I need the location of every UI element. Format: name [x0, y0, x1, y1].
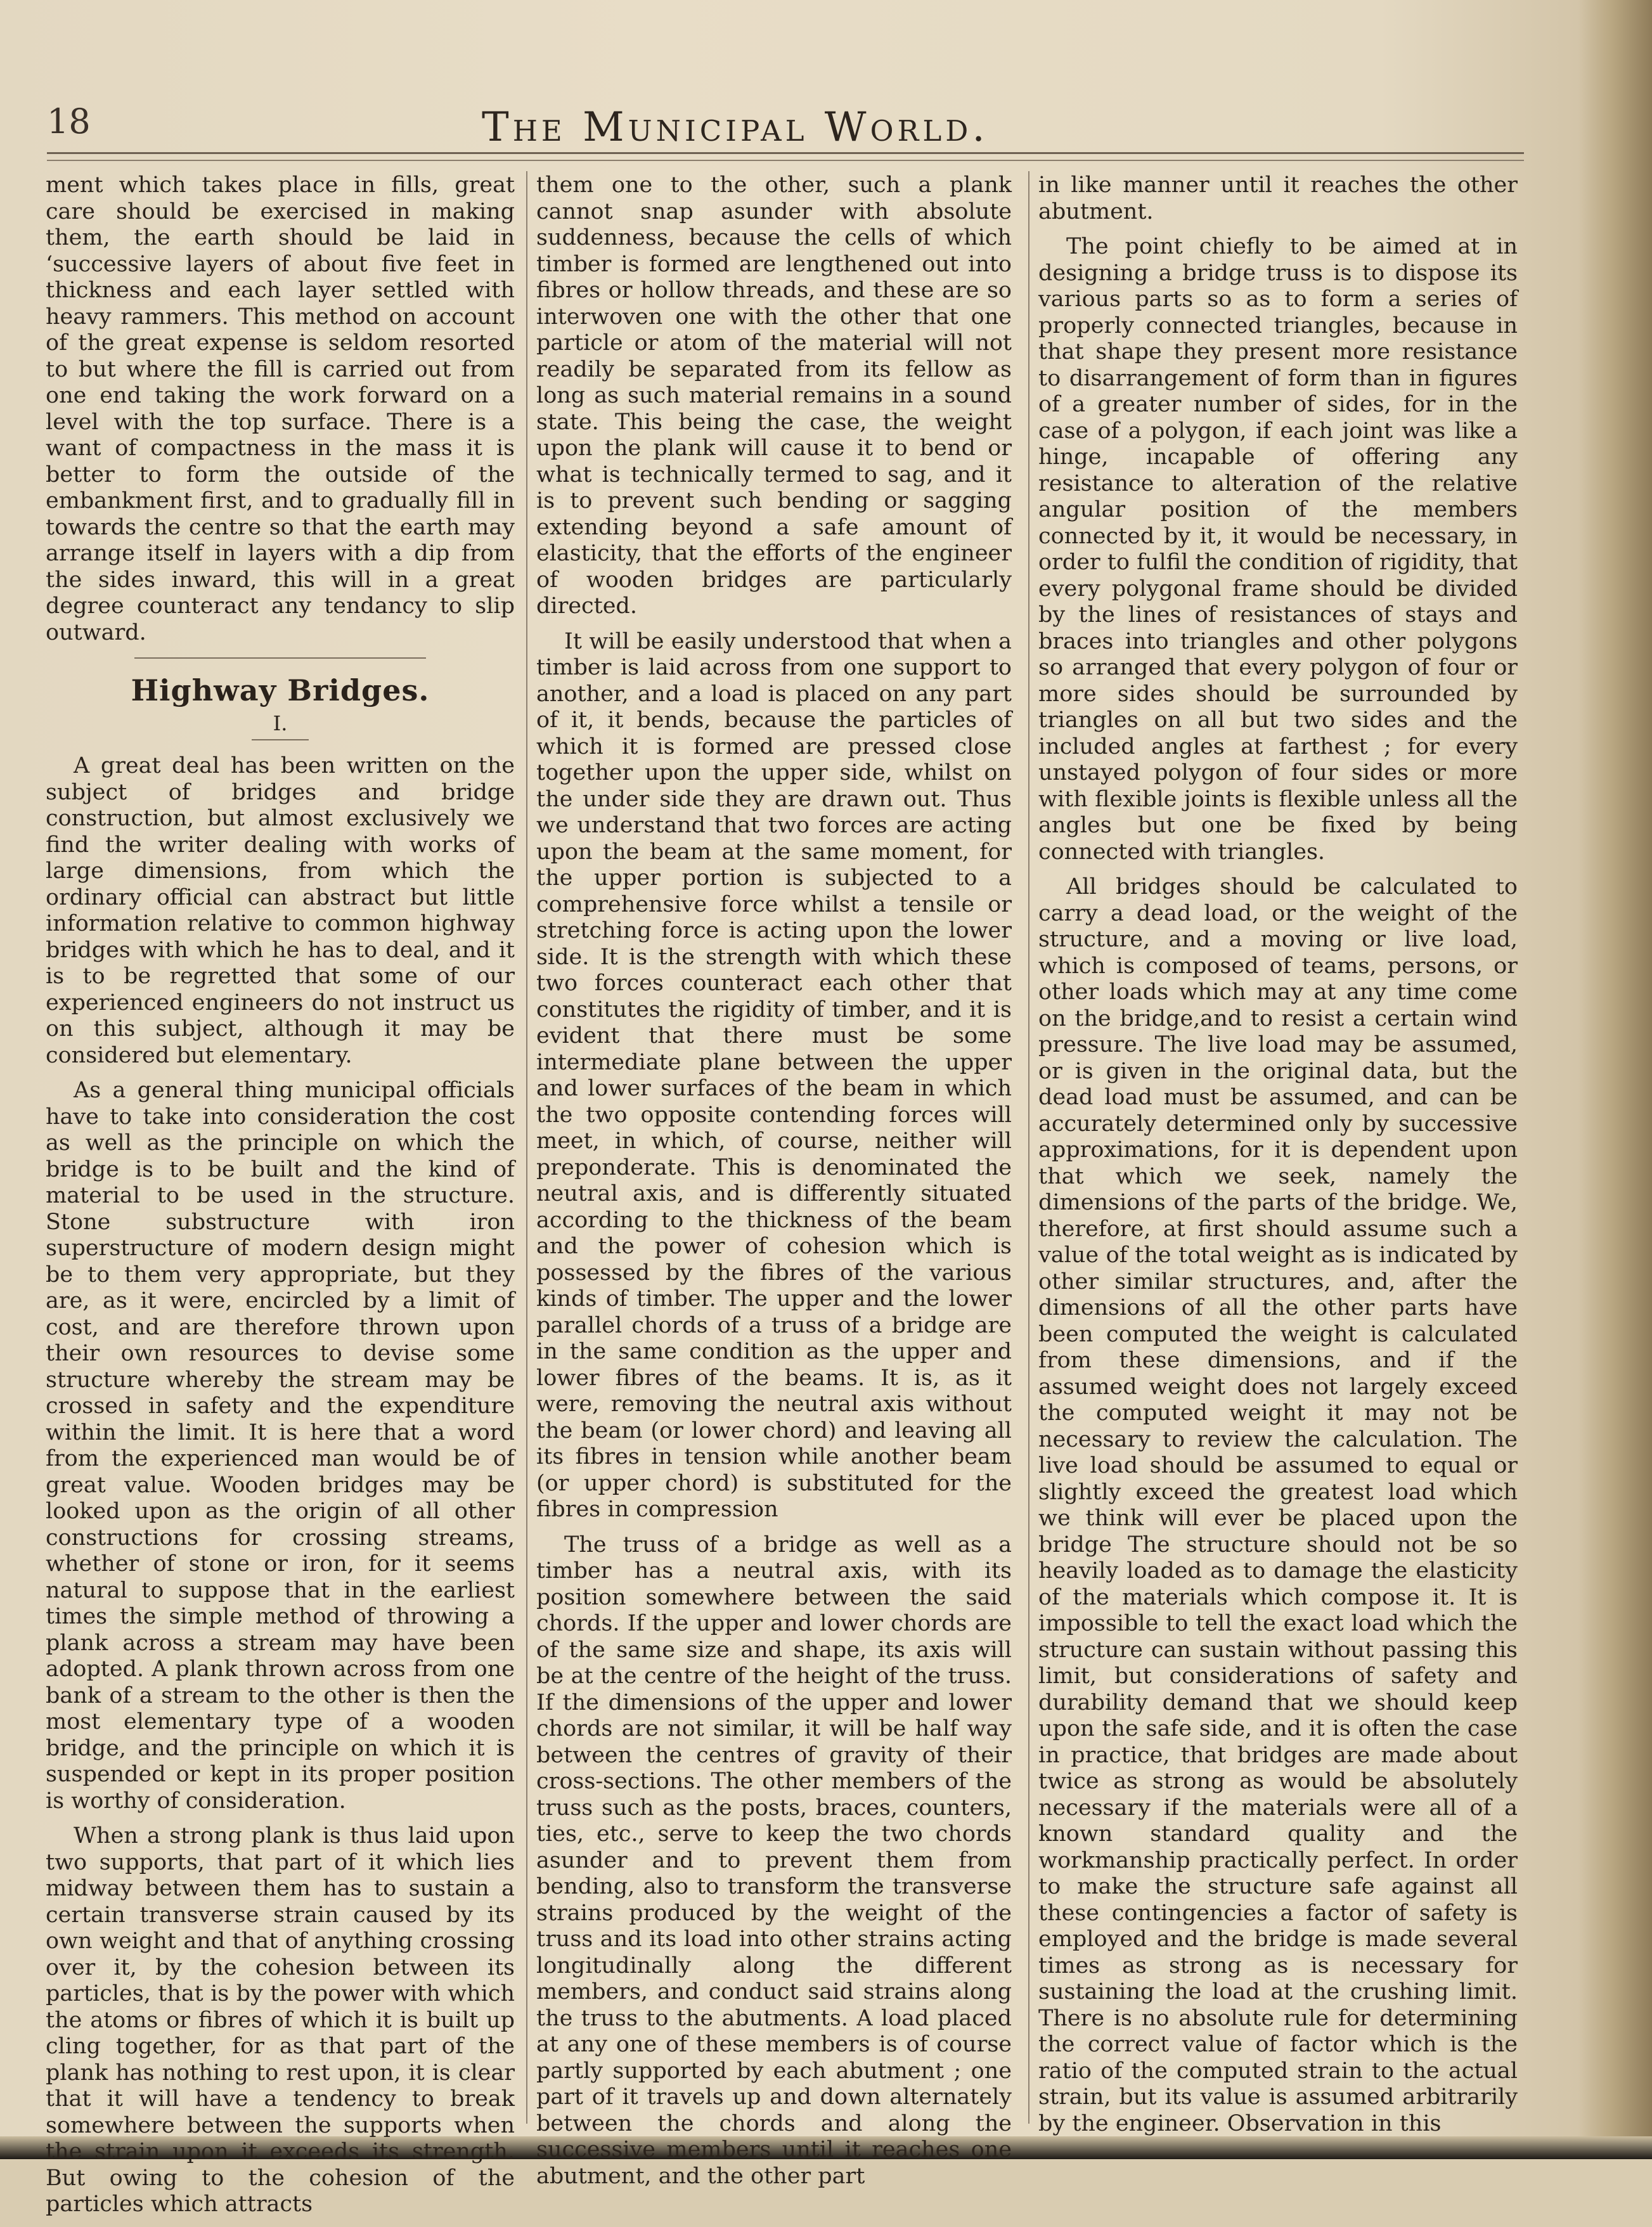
column-divider [526, 171, 527, 2124]
paragraph: ment which takes place in fills, great care should be exercised in making them, the earth should be laid in ‘successive layers of about five feet in thickness and each layer settled with heavy rammers. This method on account of the great expense is seldom resorted to but where the fill is carried out from one end taking the work forward on a level with the top surface. There is a want of compactness in the mass it is better to form the outside of the embankment first, and to gradually fill in towards the centre so that the earth may arrange itself in layers with a dip from the sides inward, this will in a great degree counteract any tendancy to slip outward. [46, 172, 515, 645]
heading-rule [252, 739, 309, 740]
paragraph: As a general thing municipal officials have to take into consideration the cost as well as the principle on which the bridge is to be built and the kind of material to be used in the structure. Stone substructure with iron superstructure of modern design might be to them very appropriate, but they are, as it were, encircled by a limit of cost, and are therefore thrown upon their own resources to devise some structure whereby the stream may be crossed in safety and the expenditure within the limit. It is here that a word from the experienced man would be of great value. Wooden bridges may be looked upon as the origin of all other constructions for crossing streams, whether of stone or iron, for it seems natural to suppose that in the earliest times the simple method of throwing a plank across a stream may have been adopted. A plank thrown across from one bank of a stream to the other is then the most elementary type of a wooden bridge, and the principle on which it is suspended or kept in its proper position is worthy of consideration. [46, 1078, 515, 1814]
paragraph: The point chiefly to be aimed at in designing a bridge truss is to dispose its various parts so as to form a series of properly connected triangles, because in that shape they present more resistance to disarrangement of form than in figures of a greater number of sides, for in the case of a polygon, if each joint was like a hinge, incapable of offering any resistance to alteration of the relative angular position of the members connected by it, it would be necessary, in order to fulfil the condition of rigidity, that every polygonal frame should be divided by the lines of resistances of stays and braces into triangles and other polygons so arranged that every polygon of four or more sides should be surrounded by triangles on all but two sides and the included angles at farthest ; for every unstayed polygon of four sides or more with flexible joints is flexible unless all the angles but one be fixed by being connected with triangles. [1038, 234, 1518, 865]
paragraph: All bridges should be calculated to carry a dead load, or the weight of the structure, and a moving or live load, which is composed of teams, persons, or other loads which may at any time come on the bridge,and to resist a certain wind pressure. The live load may be assumed, or is given in the original data, but the dead load must be assumed, and can be accurately determined only by successive approximations, for it is dependent upon that which we seek, namely the dimensions of the parts of the bridge. We, therefore, at first should assume such a value of the total weight as is indicated by other similar structures, and, after the dimensions of all the other parts have been computed the weight is calculated from these dimensions, and if the assumed weight does not largely exceed the computed weight it may not be necessary to review the calculation. The live load should be assumed to equal or slightly exceed the greatest load which we think will ever be placed upon the bridge The structure should not be so heavily loaded as to damage the elasticity of the materials which compose it. It is impossible to tell the exact load which the structure can sustain without passing this limit, but considerations of safety and durability demand that we should keep upon the safe side, and it is often the case in practice, that bridges are made about twice as strong as would be absolutely necessary if the materials were all of a known standard quality and the workmanship practically perfect. In order to make the structure safe against all these contingencies a factor of safety is employed and the bridge is made several times as strong as is necessary for sustaining the load at the crushing limit. There is no absolute rule for determining the correct value of factor which is the ratio of the computed strain to the actual strain, but its value is assumed arbitrarily by the engineer. Observation in this [1038, 874, 1518, 2136]
section-numeral: I. [273, 711, 288, 735]
section-divider [134, 657, 426, 659]
column-2 [536, 172, 1012, 2198]
column-3 [1038, 172, 1518, 2146]
page-number: 18 [47, 101, 91, 141]
paragraph: them one to the other, such a plank cannot snap asunder with absolute suddenness, because the cells of which timber is formed are lengthened out into fibres or hollow threads, and these are so interwoven one with the other that one particle or atom of the material will not readily be separated from its fellow as long as such material remains in a sound state. This being the case, the weight upon the plank will cause it to bend or what is technically termed to sag, and it is to prevent such bending or sagging extending beyond a safe amount of elasticity, that the efforts of the engineer of wooden bridges are particularly directed. [536, 172, 1012, 619]
section-heading: Highway Bridges. [131, 673, 430, 707]
column-divider [1028, 171, 1029, 2124]
page-edge [1578, 0, 1652, 2159]
header-rule-thin [47, 160, 1524, 161]
masthead-title: The Municipal World. [482, 104, 989, 151]
header-rule [47, 152, 1524, 154]
paragraph: When a strong plank is thus laid upon two supports, that part of it which lies midway between them has to sustain a certain transverse strain caused by its own weight and that of anything crossing over it, by the cohesion between its particles, that is by the power with which the atoms or fibres of which it is built up cling together, for as that part of the plank has nothing to rest upon, it is clear that it will have a tendency to break somewhere between the supports when the strain upon it exceeds its strength. But owing to the cohesion of the particles which attracts [46, 1823, 515, 2217]
paragraph: The truss of a bridge as well as a timber has a neutral axis, with its position somewhere between the said chords. If the upper and lower chords are of the same size and shape, its axis will be at the centre of the height of the truss. If the dimensions of the upper and lower chords are not similar, it will be half way between the centres of gravity of their cross-sections. The other members of the truss such as the posts, braces, counters, ties, etc., serve to keep the two chords asunder and to prevent them from bending, also to transform the transverse strains produced by the weight of the truss and its load into other strains acting longitudinally along the different members, and conduct said strains along the truss to the abutments. A load placed at any one of these members is of course partly supported by each abutment ; one part of it travels up and down alternately between the chords and along the successive members until it reaches one abutment, and the other part [536, 1532, 1012, 2189]
column-1 [46, 172, 515, 2227]
paragraph: in like manner until it reaches the other abutment. [1038, 172, 1518, 224]
paragraph: It will be easily understood that when a timber is laid across from one support to another, and a load is placed on any part of it, it bends, because the particles of which it is formed are pressed close together upon the upper side, whilst on the under side they are drawn out. Thus we understand that two forces are acting upon the beam at the same moment, for the upper portion is subjected to a comprehensive force whilst a tensile or stretching force is acting upon the lower side. It is the strength with which these two forces counteract each other that constitutes the rigidity of timber, and it is evident that there must be some intermediate plane between the upper and lower surfaces of the beam in which the two opposite contending forces will meet, in which, of course, neither will preponderate. This is denominated the neutral axis, and is differently situated according to the thickness of the beam and the power of cohesion which is possessed by the fibres of the various kinds of timber. The upper and the lower parallel chords of a truss of a bridge are in the same condition as the upper and lower fibres of the beams. It is, as it were, removing the neutral axis without the beam (or lower chord) and leaving all its fibres in tension while another beam (or upper chord) is substituted for the fibres in compression [536, 628, 1012, 1522]
paragraph: A great deal has been written on the subject of bridges and bridge construction, but almost exclusively we find the writer dealing with works of large dimensions, from which the ordinary official can abstract but little information relative to common highway bridges with which he has to deal, and it is to be regretted that some of our experienced engineers do not instruct us on this subject, although it may be considered but elementary. [46, 753, 515, 1068]
